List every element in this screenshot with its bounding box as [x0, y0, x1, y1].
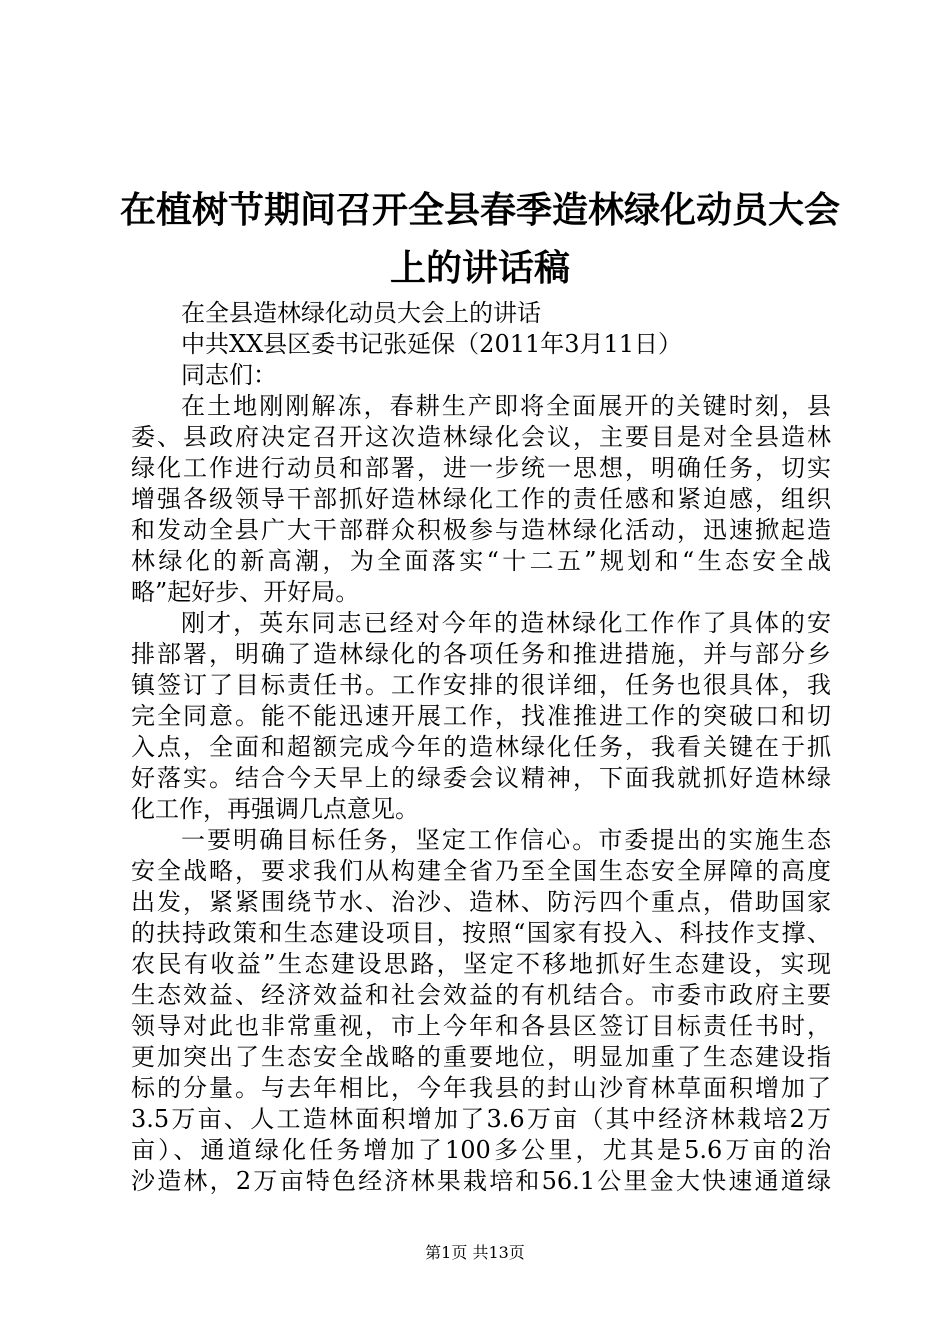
text-line: 刚才，英东同志已经对今年的造林绿化工作作了具体的安 — [181, 609, 831, 637]
text-line: 增强各级领导干部抓好造林绿化工作的责任感和紧迫感，组织 — [131, 485, 831, 513]
text-line: 的扶持政策和生态建设项目，按照“国家有投入、科技作支撑、 — [131, 919, 831, 947]
document-title-line-2: 上的讲话稿 — [389, 247, 570, 289]
text-line: 完全同意。能不能迅速开展工作，找准推进工作的突破口和切 — [131, 702, 831, 730]
text-line: 中共XX县区委书记张延保（2011年3月11日） — [181, 330, 683, 358]
text-line: 镇签订了目标责任书。工作安排的很详细，任务也很具体，我 — [131, 671, 831, 699]
text-line: 委、县政府决定召开这次造林绿化会议，主要目是对全县造林 — [131, 423, 831, 451]
text-line: 略”起好步、开好局。 — [131, 578, 360, 606]
text-line: 亩）、通道绿化任务增加了100多公里，尤其是5.6万亩的治 — [131, 1136, 831, 1164]
text-line: 绿化工作进行动员和部署，进一步统一思想，明确任务，切实 — [131, 454, 831, 482]
text-line: 在土地刚刚解冻，春耕生产即将全面展开的关键时刻，县 — [181, 392, 831, 420]
document-body — [131, 298, 831, 1197]
text-line: 好落实。结合今天早上的绿委会议精神，下面我就抓好造林绿 — [131, 764, 831, 792]
text-line: 领导对此也非常重视，市上今年和各县区签订目标责任书时， — [131, 1012, 831, 1040]
text-line: 化工作，再强调几点意见。 — [131, 795, 419, 823]
text-line: 林绿化的新高潮，为全面落实“十二五”规划和“生态安全战 — [131, 547, 831, 575]
text-line: 更加突出了生态安全战略的重要地位，明显加重了生态建设指 — [131, 1043, 831, 1071]
text-line: 生态效益、经济效益和社会效益的有机结合。市委市政府主要 — [131, 981, 831, 1009]
text-line: 和发动全县广大干部群众积极参与造林绿化活动，迅速掀起造 — [131, 516, 831, 544]
document-title-line-1: 在植树节期间召开全县春季造林绿化动员大会 — [119, 189, 840, 231]
text-line: 一要明确目标任务，坚定工作信心。市委提出的实施生态 — [181, 826, 831, 854]
text-line: 排部署，明确了造林绿化的各项任务和推进措施，并与部分乡 — [131, 640, 831, 668]
page-footer: 第1页 共13页 — [425, 1243, 525, 1262]
text-line: 3.5万亩、人工造林面积增加了3.6万亩（其中经济林栽培2万 — [131, 1105, 831, 1133]
text-line: 农民有收益”生态建设思路，坚定不移地抓好生态建设，实现 — [131, 950, 831, 978]
text-line: 安全战略，要求我们从构建全省乃至全国生态安全屏障的高度 — [131, 857, 831, 885]
text-line: 在全县造林绿化动员大会上的讲话 — [181, 299, 541, 327]
text-line: 标的分量。与去年相比，今年我县的封山沙育林草面积增加了 — [131, 1074, 831, 1102]
text-line: 出发，紧紧围绕节水、治沙、造林、防污四个重点，借助国家 — [131, 888, 831, 916]
text-line: 入点，全面和超额完成今年的造林绿化任务，我看关键在于抓 — [131, 733, 831, 761]
text-line: 同志们： — [181, 361, 277, 389]
text-line: 沙造林，2万亩特色经济林果栽培和56.1公里金大快速通道绿 — [131, 1167, 831, 1195]
